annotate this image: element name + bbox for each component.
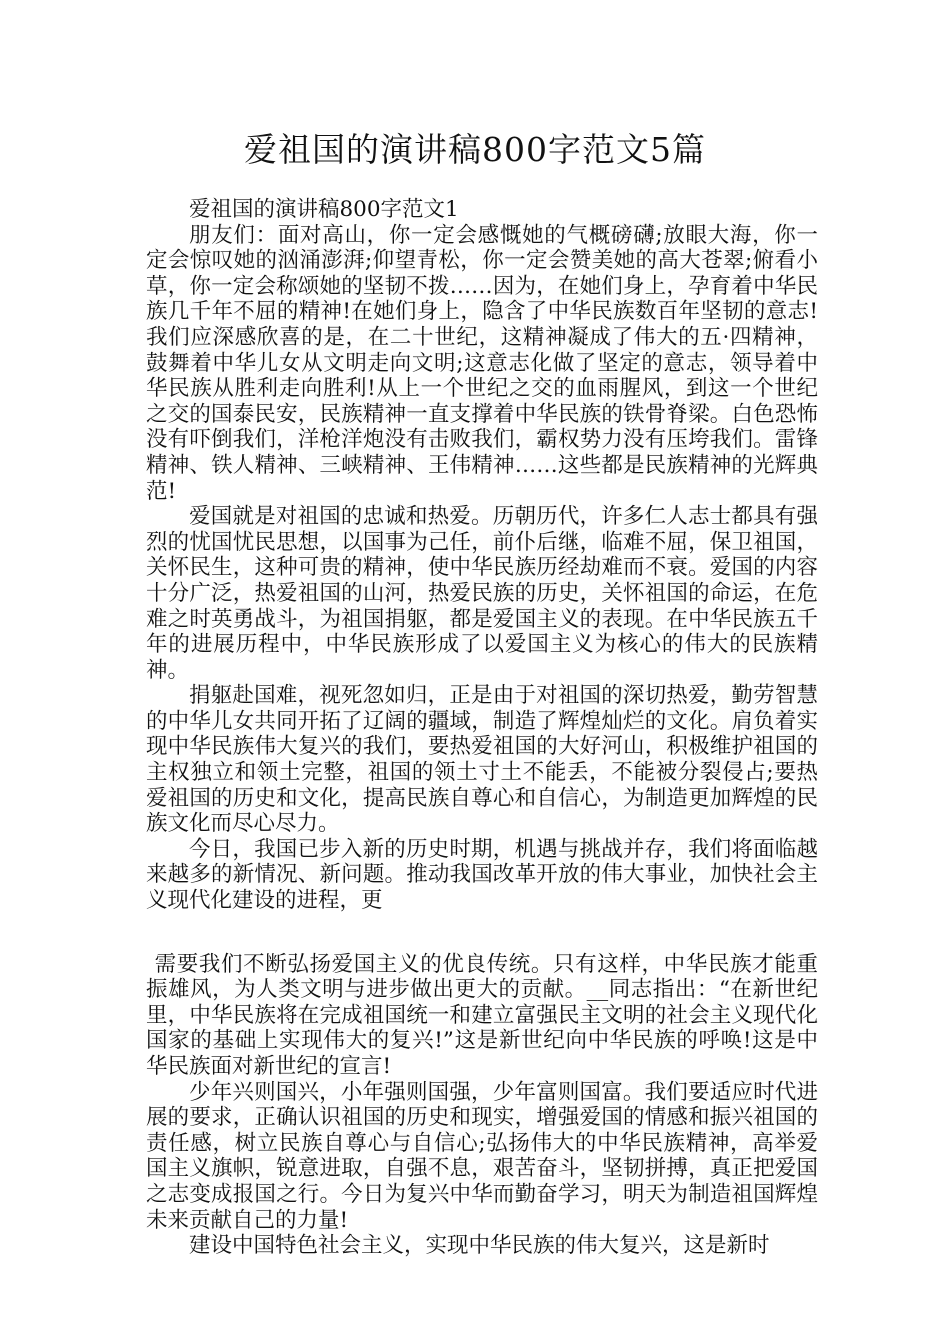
paragraph-1: 朋友们：面对高山，你一定会感慨她的气概磅礴;放眼大海，你一定会惊叹她的汹涌澎湃;仰望青松，你一定会赞美她的高大苍翠;俯看小草，你一定会称颂她的坚韧不拨……因为，在她们身上，孕育着中华民族几千年不屈的精神!在她们身上，隐含了中华民族数百年坚韧的意志!我们应深感欣喜的是，在二十世纪，这精神凝成了伟大的五·四精神，鼓舞着中华儿女从文明走向文明;这意志化做了坚定的意志，领导着中华民族从胜利走向胜利!从上一个世纪之交的血雨腥风，到这一个世纪之交的国泰民安，民族精神一直支撑着中华民族的铁骨脊梁。白色恐怖没有吓倒我们，洋枪洋炮没有击败我们，霸权势力没有压垮我们。雷锋精神、铁人精神、三峡精神、王伟精神……这些都是民族精神的光辉典范! [146, 222, 818, 504]
paragraph-2: 爱国就是对祖国的忠诚和热爱。历朝历代，许多仁人志士都具有强烈的忧国忧民思想，以国事为己任，前仆后继，临难不屈，保卫祖国，关怀民生，这种可贵的精神，使中华民族历经劫难而不衰。爱国的内容十分广泛，热爱祖国的山河，热爱民族的历史，关怀祖国的命运，在危难之时英勇战斗，为祖国捐躯，都是爱国主义的表现。在中华民族五千年的进展历程中，中华民族形成了以爱国主义为核心的伟大的民族精神。 [146, 504, 818, 683]
paragraph-4: 今日，我国已步入新的历史时期，机遇与挑战并存，我们将面临越来越多的新情况、新问题。推动我国改革开放的伟大事业，加快社会主义现代化建设的进程，更 [146, 836, 818, 914]
paragraph-5: 少年兴则国兴，小年强则国强，少年富则国富。我们要适应时代进展的要求，正确认识祖国的历史和现实，增强爱国的情感和振兴祖国的责任感，树立民族自尊心与自信心;弘扬伟大的中华民族精神，高举爱国主义旗帜，锐意进取，自强不息，艰苦奋斗，坚韧拼搏，真正把爱国之志变成报国之行。今日为复兴中华而勤奋学习，明天为制造祖国辉煌未来贡献自己的力量! [146, 1079, 818, 1233]
document-title: 爱祖国的演讲稿800字范文5篇 [244, 130, 706, 169]
paragraph-3: 捐躯赴国难，视死忽如归，正是由于对祖国的深切热爱，勤劳智慧的中华儿女共同开拓了辽阔的疆域，制造了辉煌灿烂的文化。肩负着实现中华民族伟大复兴的我们，要热爱祖国的大好河山，积极维护祖国的主权独立和领土完整，祖国的领土寸土不能丢，不能被分裂侵占;要热爱祖国的历史和文化，提高民族自尊心和自信心，为制造更加辉煌的民族文化而尽心尽力。 [146, 683, 818, 837]
paragraph-6: 建设中国特色社会主义，实现中华民族的伟大复兴，这是新时 [189, 1233, 770, 1259]
continuation-paragraph: 需要我们不断弘扬爱国主义的优良传统。只有这样，中华民族才能重振雄风，为人类文明与进步做出更大的贡献。__同志指出：“在新世纪里，中华民族将在完成祖国统一和建立富强民主文明的社会主义现代化国家的基础上实现伟大的复兴!”这是新世纪向中华民族的呼唤!这是中华民族面对新世纪的宣言! [146, 951, 818, 1079]
document-body [146, 197, 818, 1259]
section-heading: 爱祖国的演讲稿800字范文1 [189, 197, 459, 222]
paragraph-gap [146, 914, 818, 952]
